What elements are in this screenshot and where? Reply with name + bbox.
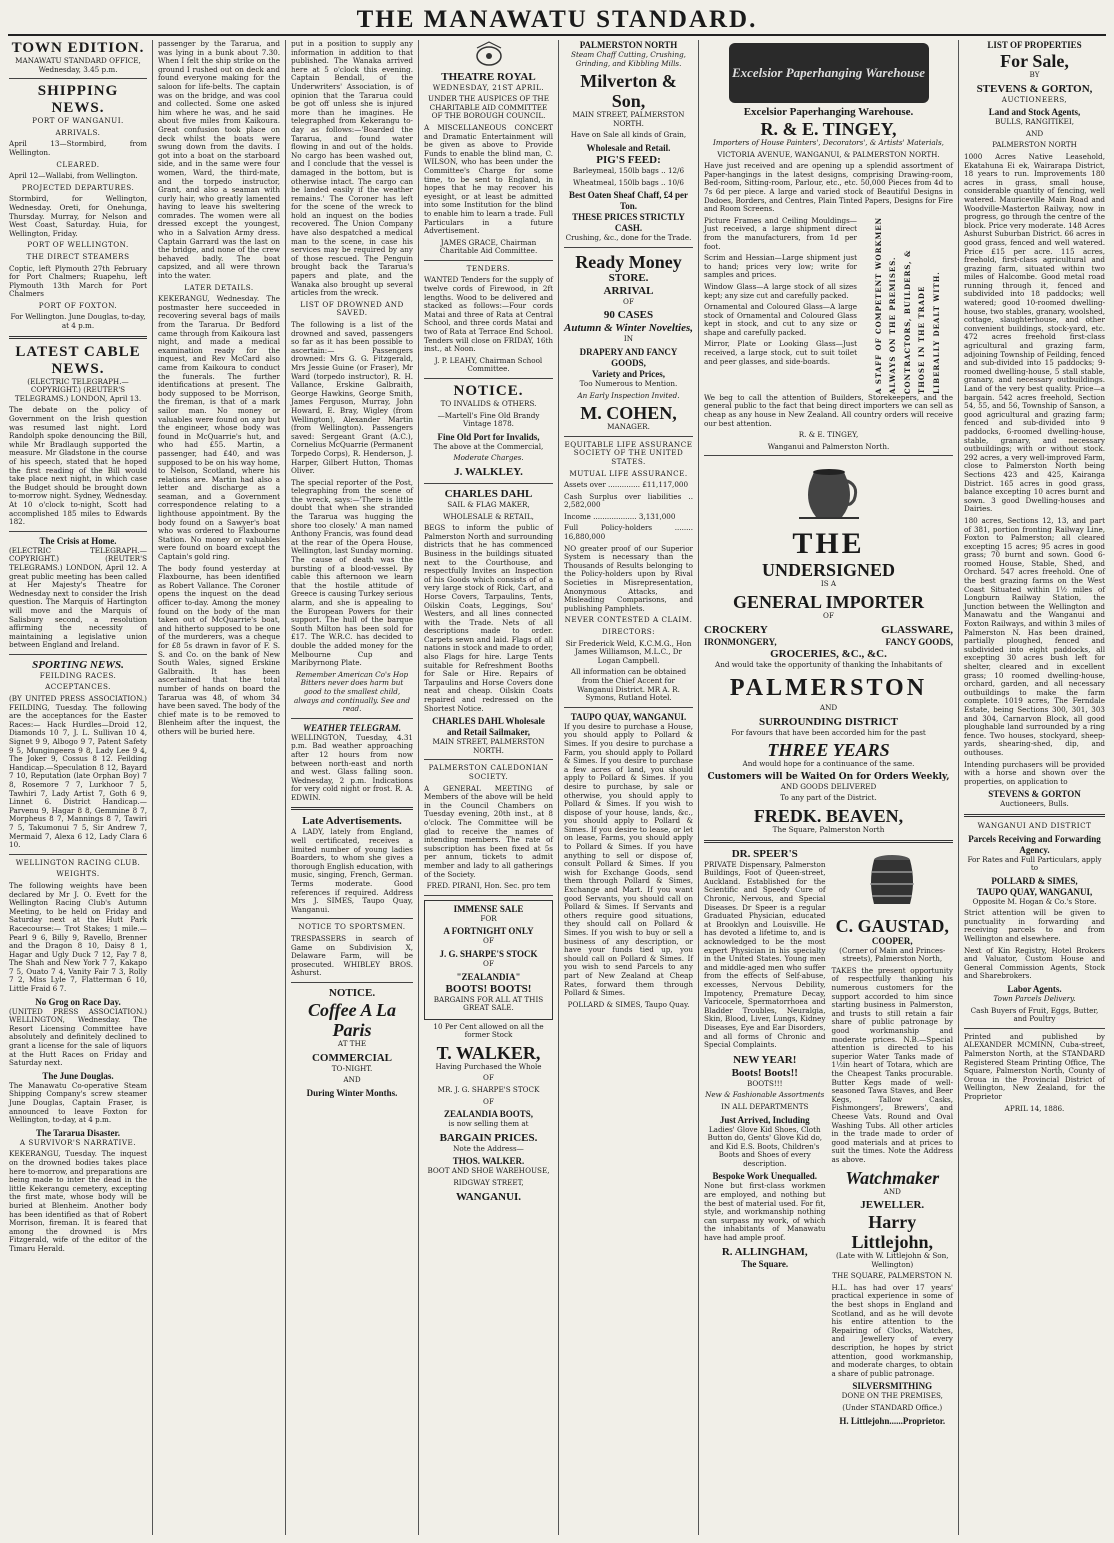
imprint: Printed and published by ALEXANDER MCMINN, Cuba-street, Palmerston North, at the STANDARD Registered Steam Printing Office, The Square, Palmerston North, County of Oroua in the Provincial District of Wellington, New Zealand, for the Proprietor [964, 1031, 1105, 1101]
barrel-icon [862, 852, 922, 912]
scrim: Scrim and Hessian—Large shipment just to hand; prices very low; write for samples and prices. [704, 253, 857, 280]
sail-maker: SAIL & FLAG MAKER, [447, 499, 530, 509]
divider [704, 455, 953, 456]
of3: OF [483, 1073, 494, 1083]
square-pn: THE SQUARE, PALMERSTON N. [832, 1271, 953, 1281]
drapery: DRAPERY AND FANCY GOODS, [579, 346, 678, 368]
town-edition-heading: TOWN EDITION. [11, 40, 145, 56]
fancy-goods: FANCY GOODS, [885, 636, 953, 647]
properties-list: 1000 Acres Native Leasehold, Ekatahuna Ei ek, Wairarapa District, 18 years to run. Improvements 180 acres in grass, small house, considerable quantity of fencing, well watered. Mauriceville Main Road and Woodville-Masterton Railway, now in progress, go through the centre of the block. Price very moderate. 148 Acres Ashurst Suburban District. 66 acres in good grass, fenced and well watered. Price £15 per acre. 115 acres, freehold, first-class agricultural and grazing farm, situated within two miles of Halcombe. Good metal road running through it, fenced and subdivided into 18 paddocks; well watered; good 10-roomed dwelling-house, two stables, granary, woolshed, cottage, slaughterhouse, and other convenient buildings, stock-yard, etc. 472 acres freehold first-class agricultural and grazing farm, adjoining Township of Feilding, fenced and sub-divided into 15 paddocks; 9-roomed dwelling-house, 5 stall stable, granary, and necessary outbuildings. Land of the very best quality. Price—a bargain. 542 acres freehold, Section 54, 55, and 56, Township of Sanson, a good agricultural and grazing farm; fenced and sub-divided into 9 paddocks, 6-roomed dwelling-house, stable, granary, and necessary outbuildings; with or without stock. 292 acres, a very well-improved Farm, close to Palmerston North being Sections 423 and 425, Kairanga District. 165 acres in good grass, balance excepting 10 acres burnt and sown. 3 good Dwelling-houses and Dairies. [964, 151, 1105, 514]
directors-text: Sir Frederick Weld, K.C.M.G., Hon James Williamson, M.L.C., Dr Logan Campbell. [565, 638, 692, 665]
june-douglas-heading: The June Douglas. [42, 1070, 114, 1081]
ready-money: Ready Money [575, 251, 682, 272]
notice-heading: NOTICE. [453, 383, 524, 399]
cash-buyers: Cash Buyers of Fruit, Eggs, Butter, and Poultry [970, 1005, 1099, 1024]
sharpe-sale-box [424, 900, 553, 1020]
column-4 [418, 40, 558, 1535]
pirani-signature: FRED. PIRANI, Hon. Sec. pro tem [426, 881, 551, 891]
assets-line: Assets over .............. £11,117,000 [564, 480, 689, 490]
watchmaker: Watchmaker [845, 1167, 940, 1188]
the: THE [792, 527, 865, 561]
masthead-rule [8, 34, 1106, 36]
column-7 [958, 40, 1110, 1535]
divider [424, 483, 553, 484]
for: FOR [480, 913, 497, 923]
continuance: And would hope for a continuance of the same. [742, 759, 915, 769]
in: IN [623, 334, 634, 344]
divider [704, 840, 953, 843]
divider [564, 707, 693, 708]
directors-heading: DIRECTORS: [601, 627, 656, 636]
cable-news-heading: LATEST CABLE NEWS. [15, 343, 141, 377]
weights-text: The following weights have been declared by Mr J. O. Evett for the Wellington Racing Club's Autumn Meeting, to be held on Friday and Saturday next at the Hutt Park Racecourse:— Trot Stakes; 1 mile.—Pearl 9 6, Billy 9, Ravello, Brenner and the Dragon 8 10, Daisy 8 1, Hagar and Ugly Duck 7 12, Fay 7 8, The Shah and New York 7 7, Kakapo 7 5, Ouato 7 4, Vanity Fair 7 3, Rolly 7 2, Miss Lyle 7, Flatterman 6 10, Little Fraid 6 7. [9, 880, 147, 994]
note-address: Note the Address— [453, 1143, 524, 1153]
store: STORE. [608, 271, 649, 284]
port-wanganui: PORT OF WANGANUI. [32, 116, 124, 126]
ridgway: RIDGWAY STREET, [453, 1178, 524, 1188]
gaustad: C. GAUSTAD, [835, 915, 949, 936]
crisis-heading: The Crisis at Home. [39, 535, 117, 546]
strict-attention: Strict attention will be given to punctuality in forwarding and receiving parcels to and from Wellington and elsewhere. [964, 908, 1105, 944]
agent-text: All information can be obtained from the Chief Accent for Wanganui District. MR A. R. Symons, Rutland Hotel. [570, 667, 687, 703]
policy-line: Full Policy-holders ........ 16,880,000 [564, 523, 693, 542]
speer-heading: DR. SPEER'S [731, 847, 798, 860]
divider [291, 807, 413, 810]
survivor-heading: A SURVIVOR'S NARRATIVE. [19, 1137, 137, 1147]
auctioneers: AUCTIONEERS, [1001, 94, 1068, 104]
coffee-and: AND [343, 1075, 361, 1085]
divider [424, 895, 553, 896]
dahl-text: BEGS to inform the public of Palmerston North and surrounding districts that he has commenced Business in the buildings situated next to the Courthouse, and respectfully Invites an Inspection of his Goods which consists of of a very large stock of Rick, Cart, and Horse Covers, Tarpaulins, Tents, Oilskin Coats, Leggings, Sou' Westers, and all lines connected with the Trade. Nets of all descriptions made to order. Carpets sewn and laid. Flags of all nations in stock and made to order, also Flags for hire. Large Tents suitable for Refreshment Booths for Sale or Hire. Repairs of Tarpaulins and Horse Covers done neat and cheap. Oilskin Coats repaired and redressed on the Shortest Notice. [424, 523, 553, 713]
tenders-text: WANTED Tenders for the supply of twelve cords of Firewood, in 2ft lengths. Wood to be delivered and stacked as follows:—Four cords Matai and three of Rata at Central School, and three cords Matai and two of Rata at Terrace End School. Tenders will close on FRIDAY, 16th inst., at Noon. [424, 275, 553, 354]
crockery-line [704, 624, 953, 637]
pollard: POLLARD & SIMES, [991, 875, 1078, 886]
palmerston: PALMERSTON [729, 675, 928, 702]
flaxbourne-text: The body found yesterday at Flaxbourne, has been identified as Robert Vallance. The Coroner opens the inquest on the dead officer to-day. Among the money found on the body of the man taken out of McQuarrie's boat, and hitherto supposed to be one of the murderers, was a cheque for £8 5s drawn in favor of F. S. S. and Co. on the bank of New South Wales, signed Erskine Galbraith. It has been ascertained that the total number of hands on board the Tararua was 48, of whom 34 have been saved. The body of the chief mate is to be removed to Blenheim after the inquest, the others will be buried here. [158, 563, 280, 736]
speer-text: PRIVATE Dispensary, Palmerston Buildings, Foot of Queen-street, Auckland. Established for the Scientific and Speedy Cure of Chronic, Nervous, and Special Diseases. Dr Speer is a regular Graduated Physician, educated at Brooklyn and Louisville. He has devoted a lifetime to, and is acknowledged to be the most expert Physician in his specialty in the United States. Young men and middle-aged men who suffer from the effects of Self-abuse, excesses, Nervous Debility, Impotency, Premature Decay, Varicocele, Spermatorrhoea and Bladder Troubles, Neuralgia, Skin, Blood, Liver, Lungs, Kidney Diseases, Eye and Ear Disorders, and all forms of Chronic and Special Complaints. [704, 859, 826, 1050]
pigs-feed: PIG'S FEED: [596, 153, 661, 166]
glassware: GLASSWARE, [881, 623, 953, 636]
customers: Customers will be Waited On for Orders Weekly, [707, 771, 950, 782]
gaustad-text: TAKES the present opportunity of respectfully thanking his numerous customers for the support accorded to him since starting business in Palmerston, and trusts to still retain a fair share of public patronage by good workmanship and moderate prices. N.B.—Special attention is directed to his superior Water Tanks made of 1½in heart of Totara, which are the Cheapest Tanks procurable. Butter Kegs made of well-seasoned Tawa Staves, and Beer Kegs, Tallow Casks, Fishmongers', Brewers', and Cheese Vats. Round and Oval Washing Tubs. All other articles in the trade made to order of good materials and at prices to suit the times. Note the Address as above. [831, 965, 953, 1164]
leahy-signature: J. P. LEAHY, Chairman School Committee. [434, 355, 543, 374]
mirror-glass: Mirror, Plate or Looking Glass—Just received, a large stock, cut to suit toilet and peer glasses, and side-boards. [704, 339, 857, 366]
wreck-report: put in a position to supply any information in addition to that published. The Wanaka arrived here at 5 o'clock this evening. Captain Bendall, of the Underwriters' Association, is of opinion that the Tararua could be got off unless she is injured more than he imagines. He telegraphed from Kekerangu to-day as follows:—'Boarded the Tararua, and found water flowing in and out of the holds. No cargo has been washed out, and I conclude that the vessel is damaged in the bottom, but is otherwise intact. The cargo can be landed easily if the weather remains.' The Coroner has left for the scene of the wreck to hold an inquest on the bodies recovered. The Union Company have also despatched a medical man to the scene, in case his services may be required by any of those rescued. The Penguin brought back the Tararua's papers and plate, and the Wanaka also brought up several articles from the wreck. [291, 40, 413, 298]
tingey-signature: R. & E. TINGEY, [798, 430, 859, 440]
late-ads-heading: Late Advertisements. [302, 815, 402, 828]
royal-crest-icon [424, 40, 553, 71]
tingey-details [704, 217, 953, 394]
coffee-notice: NOTICE. [328, 986, 376, 999]
vertical-premises: ALWAYS ON THE PREMISES. [888, 256, 898, 394]
surplus-line: Cash Surplus over liabilities .. 2,582,000 [564, 491, 693, 510]
of: OF [823, 610, 834, 620]
opportunity: And would take the opportunity of thanking the Inhabitants of [715, 659, 942, 669]
divider [424, 260, 553, 261]
littlejohn-late: (Late with W. Littlejohn & Son, Wellington) [835, 1251, 949, 1269]
port-wellington: PORT OF WELLINGTON. [27, 240, 129, 250]
divider [291, 982, 413, 983]
of: OF [483, 936, 494, 946]
coffee-title: Coffee A La Paris [308, 999, 396, 1040]
early-inspection: An Early Inspection Invited. [577, 390, 680, 400]
land-stock-agents: Land and Stock Agents, [988, 107, 1081, 118]
weights-heading: WEIGHTS. [56, 869, 100, 879]
dahl-heading: CHARLES DAHL [444, 487, 533, 500]
dahl-address: MAIN STREET, PALMERSTON NORTH. [432, 737, 545, 755]
weather-text: WELLINGTON, Tuesday, 4.31 p.m. Bad weather approaching after 12 hours from now between north-east and north and west. Glass falling soon. Wednesday, 2 p.m. Indications for very cold night or frost. R. A. EDWIN. [291, 732, 413, 802]
too-numerous: Too Numerous to Mention. [579, 378, 678, 388]
tingey-address: Wanganui and Palmerston North. [767, 441, 890, 451]
parcels: Parcels Receiving and Forwarding Agency. [968, 833, 1101, 855]
column-1 [4, 40, 152, 1535]
projected-text: Stormbird, for Wellington, Wednesday. Oreti, for Onehunga, Thursday. Murray, for Nelson and West Coast, Saturday. Huia, for Wellington, Friday. [9, 194, 147, 238]
caledonian-heading: PALMERSTON CALEDONIAN SOCIETY. [428, 763, 549, 781]
new-fashion: New & Fashionable Assortments [705, 1090, 825, 1100]
thos-walker: THOS. WALKER. [452, 1156, 525, 1167]
income-line: Income ................... 3,131,000 [564, 511, 676, 521]
divider [564, 436, 693, 437]
parcels-heading: WANGANUI AND DISTRICT [977, 820, 1092, 830]
littlejohn: Harry Littlejohn, [851, 1212, 933, 1253]
variety: Variety and Prices, [592, 368, 665, 379]
rates: For Rates and Full Particulars, apply to [967, 854, 1102, 873]
taupo-quay: TAUPO QUAY, WANGANUI, [976, 886, 1093, 897]
dahl-signature: CHARLES DAHL Wholesale and Retail Sailmaker, [432, 716, 545, 738]
wholesale-and-retail: Wholesale and Retail. [586, 142, 671, 153]
divider [291, 718, 413, 719]
fine-port: Fine Old Port for Invalids, [437, 431, 540, 442]
divider [424, 759, 553, 760]
autumn-winter: Autumn & Winter Novelties, [564, 322, 693, 335]
stevens-gorton: STEVENS & GORTON, [976, 82, 1093, 95]
tingey-heading: R. & E. TINGEY, [760, 119, 897, 139]
immense-sale: IMMENSE SALE [453, 903, 524, 914]
just-arrived: Just Arrived, Including [719, 1114, 810, 1125]
goods-delivered: AND GOODS DELIVERED [780, 781, 877, 791]
direct-steamers-heading: THE DIRECT STEAMERS [26, 251, 130, 261]
winter-months: During Winter Months. [306, 1087, 398, 1098]
hop-bitters-note: Remember American Co's Hop Bitters never does harm but good to the smallest child, always and continually. See and read. [293, 669, 411, 714]
divider [964, 814, 1105, 817]
column-6 [698, 40, 958, 1535]
grog-heading: No Grog on Race Day. [35, 996, 121, 1007]
crushing: Crushing, &c., done for the Trade. [565, 233, 692, 243]
column-3 [285, 40, 418, 1535]
zealandia-boots: ZEALANDIA BOOTS, [443, 1109, 534, 1120]
divider [964, 1028, 1105, 1029]
window-glass: Window Glass—A large stock of all sizes kept; any size cut and carefully packed. [704, 281, 857, 300]
for-sale: For Sale, [1000, 51, 1069, 71]
sportsmen-heading: NOTICE TO SPORTSMEN. [298, 922, 406, 932]
zealandia: "ZEALANDIA" [456, 971, 521, 982]
cleared-heading: CLEARED. [56, 159, 100, 169]
cable-subheading: (ELECTRIC TELEGRAPH.—COPYRIGHT.) (REUTER'S TELEGRAMS.) LONDON, April 13. [14, 376, 142, 403]
have-sale: Have on Sale all kinds of Grain, [570, 130, 687, 140]
cases: 90 CASES [603, 309, 654, 322]
tararua-heading: The Tararua Disaster. [36, 1127, 120, 1138]
coffee-at: AT THE [337, 1038, 367, 1048]
crisis-text: (ELECTRIC TELEGRAPH.—COPYRIGHT.) (REUTER'S TELEGRAMS.) LONDON, April 12. A great public meeting has been called at Her Majesty's Theatre for Wednesday next to consider the Irish question. The Marquis of Hartington will move and the Marquis of Salisbury second, a resolution affirming the necessity of maintaining a legislative union between England and Ireland. [9, 545, 147, 650]
jeweller: JEWELLER. [860, 1199, 925, 1212]
equitable-text: NO greater proof of our Superior System is necessary than the Thousands of Results belonging to the Policy-holders upon by Rival Societies in Misrepresentation, Anonymous Attacks, and Misleading Comparisons, and publishing Pamphlets. [564, 543, 693, 613]
pollard-signature: POLLARD & SIMES, Taupo Quay. [567, 999, 690, 1009]
divider [564, 247, 693, 248]
fortnight: A FORTNIGHT ONLY [443, 926, 534, 937]
moderate-charges: Moderate Charges. [453, 453, 524, 463]
bespoke-text: None but first-class workmen are employed, and nothing but the best of material used. For fit, style, and workmanship nothing can surpass my work, of which the inhabitants of Manawatu have had ample proof. [704, 1181, 826, 1243]
invalids: TO INVALIDS & OTHERS. [440, 399, 537, 408]
imprint-date: APRIL 14, 1886. [1004, 1103, 1065, 1113]
new-year: NEW YEAR! [733, 1053, 797, 1066]
acceptances-text: (BY UNITED PRESS ASSOCIATION.) FEILDING, Tuesday. The following are the acceptances for the Easter Races:— Hack Hurdles—Droid 12, Diamonds 10 7, J. L. Sullivan 10 4, Signet 9 9, Albogo 9 7, Patent Safety 9 5, Mungingeera 9 8, Lady Lee 9 4, The Joker 9, Cossus 8 12. Feilding Handicap.—Speculation 8 12, Bayard 7 10, Reputation (late Orphan Boy) 7 8, Rosemore 7 7, Lurkhoor 7 5, Tawhiri 7, Lady Artist 7, Goth 6 9, Linnet 6. District Handicap.—Parvenu 9, Hagar 8 8, Gemmine 8 7, Morpheus 8 7, Mannings 8 7, Tawiri 7 5, Takumonui 7 5, Sir Andrew 7, Mermaid 7, Alexa 6 12, Lady Clara 6 10. [9, 694, 147, 850]
town-parcels: Town Parcels Delivery. [993, 994, 1076, 1004]
general-news: The special reporter of the Post, telegraphing from the scene of the wreck, says:—'There is little doubt that when she stranded the Tararua was hugging the shore too closely.' A man named Anthony Francis, was found dead at the rear of the Opera House, Wellington, last Sunday morning. The cause of death was the bursting of a blood-vessel. By cable this afternoon we learn that the hostile attitude of Greece is causing Turkey serious alarm, and she is appealing to the European Powers for their support. The hull of the barque South Milton has been sold for £17. The W.R.C. has decided to double the added money for the Melbourne Cup and Maribyrnong Plate. [291, 477, 413, 668]
above-commercial: The above at the Commercial, [433, 441, 544, 451]
june-douglas-text: The Manawatu Co-operative Steam Shipping Company's screw steamer June Douglas, Captain Fraser, is announced to leave Foxton for Wellington, to-day, at 4 p.m. [9, 1080, 147, 1125]
and: AND [1025, 128, 1044, 138]
banner-text: Excelsior Paperhanging Warehouse [731, 64, 926, 80]
proprietor: H. Littlejohn......Proprietor. [839, 1415, 946, 1426]
walkley: J. WALKLEY. [454, 465, 523, 478]
shipping-heading: SHIPPING NEWS. [37, 83, 119, 117]
auct-bulls: Auctioneers, Bulls. [1000, 799, 1069, 809]
sharpe-stock: J. G. SHARPE'S STOCK [439, 948, 538, 959]
cleared-text: April 12—Wallabi, from Wellington. [9, 171, 138, 181]
attention-text: We beg to call the attention of Builders, Storekeepers, and the general public to the fact that being direct importers we can sell as cheap as any house in New Zealand. All country orders will receive our best attention. [704, 392, 953, 428]
per-cent: 10 Per Cent allowed on all the former Stock [433, 1021, 544, 1040]
masthead: THE MANAWATU STANDARD. [356, 6, 758, 33]
arrivals-text: April 13—Stormbird, from Wellington. [9, 139, 147, 157]
vertical-staff: A STAFF OF COMPETENT WORKMEN [873, 216, 883, 394]
boots-sub: BOOTS!!! [746, 1078, 783, 1088]
vertical-liberal: LIBERALLY DEALT WITH. [931, 271, 941, 394]
gaustad-corner: (Corner of Main and Princes-streets), Palmerston North, [839, 945, 946, 964]
bargains: BARGAINS FOR ALL AT THIS GREAT SALE. [433, 994, 544, 1013]
warehouse-heading: Excelsior Paperhanging Warehouse. [743, 106, 914, 118]
and-amp: AND [883, 1186, 901, 1196]
boot-list: Ladies' Glove Kid Shoes, Cloth Button do, Gents' Glove Kid do, and Kid E.S. Boots, Children's Boots and Shoes of every description. [707, 1124, 823, 1168]
ironmongery: IRONMONGERY, [704, 636, 777, 647]
any-part: To any part of the District. [780, 793, 877, 803]
crockery: CROCKERY [704, 623, 768, 636]
boots-boots: BOOTS! BOOTS! [445, 982, 532, 995]
twalker: T. WALKER, [436, 1042, 541, 1063]
littlejohn-text: H.L. has had over 17 years' practical experience in some of the best shops in England and Scotland, and as he will devote his entire attention to the Repairing of Clocks, Watches, and Jewellery of every description, he hopes by strict attention, good workmanship, and moderate charges, to obtain a share of public patronage. [831, 1282, 953, 1378]
divider [9, 854, 147, 855]
tenders-heading: TENDERS. [466, 263, 511, 273]
direct-steamers-text: Coptic, left Plymouth 27th February for Port Chalmers; Ruapehu, left Plymouth 13th March for Port Chalmers [9, 263, 147, 299]
wheatmeal: Wheatmeal, 150lb bags .. 10/6 [572, 177, 685, 187]
undersigned: UNDERSIGNED [761, 560, 896, 581]
selling: is now selling them at [448, 1119, 529, 1129]
all-departments: IN ALL DEPARTMENTS [720, 1101, 809, 1111]
equitable-heading: EQUITABLE LIFE ASSURANCE SOCIETY OF THE UNITED STATES. [564, 439, 693, 466]
palmerston-north: PALMERSTON NORTH [579, 40, 678, 50]
acceptances-heading: ACCEPTANCES. [45, 682, 111, 692]
never-contested: NEVER CONTESTED A CLAIM. [564, 615, 693, 625]
weather-heading: WEATHER TELEGRAM. [302, 722, 402, 733]
bargain-prices: BARGAIN PRICES. [439, 1131, 538, 1144]
beaven-address: The Square, Palmerston North [772, 825, 885, 835]
foxton-text: For Wellington. June Douglas, to-day, at 4 p.m. [10, 312, 146, 331]
divider [291, 918, 413, 919]
manager: MANAGER. [607, 422, 650, 432]
drowned-list: The following is a list of the drowned and saved, passengers so far as it has been possible to ascertain:— Passengers drowned: Mrs G. G. Fitzgerald, Mrs Jessie Guine (or Fraser), Mr Ward (torpedo instructor), R. H. Vallance, Erskine Galbraith, George Hawkins, George Smith, James Ferguson, Murray, John Howard, E. Bray, Wigley (from Wellington), Alexander Martin (from Wellington). Passengers saved: Sergeant Grant (A.C.), Cornelius McQuarrie (Permanent Torpedo Corps), R. Henderson, J. Harper, Gilbert Hutton, Thomas Oliver. [291, 320, 413, 476]
vertical-contractors: CONTRACTORS, BUILDERS, & [902, 249, 912, 394]
barleymeal: Barleymeal, 150lb bags .. 12/6 [572, 165, 685, 175]
general-importer: GENERAL IMPORTER [733, 591, 924, 612]
cooper: COOPER, [871, 935, 913, 946]
divider [9, 654, 147, 655]
oaten-chaff: Best Oaten Sheaf Chaff, £4 per Ton. [569, 190, 688, 212]
bulls: BULLS, RANGITIKEI, [995, 117, 1074, 127]
lower-ads [704, 848, 953, 1427]
milverton-address: MAIN STREET, PALMERSTON NORTH. [572, 110, 685, 128]
palmerston-north: PALMERSTON NORTH [992, 140, 1077, 150]
paperhanging-banner-logo [729, 43, 929, 103]
tonight: TO-NIGHT. [331, 1063, 373, 1073]
racing-club-heading: WELLINGTON RACING CLUB. [15, 857, 141, 867]
grace-signature: JAMES GRACE, Chairman Charitable Aid Committee. [439, 237, 538, 256]
cable-text: The debate on the policy of Government on the Irish question was resumed last night. Lord Randolph spoke denouncing the Bill, while Mr Bradlaugh supported the measure. Mr Gladstone in the course of his speech, stated that he hoped the first reading of the Bill would take place next night, in which case the Budget should be brought down to-morrow night. Sydney, Wednesday. At 10 o'clock to-night, Scott had accomplished 185 miles to Edwards 182. [9, 405, 147, 527]
later-details-heading: LATER DETAILS. [184, 282, 254, 292]
cohen: M. COHEN, [580, 403, 677, 424]
of2: OF [483, 958, 494, 968]
theatre-date: WEDNESDAY, 21ST APRIL. [432, 82, 545, 92]
wholesale-retail: WHOLESALE & RETAIL, [443, 511, 534, 521]
ironmongery-line [704, 637, 953, 648]
stevens-gorton-2: STEVENS & GORTON [988, 789, 1081, 800]
theatre-heading: THEATRE ROYAL [441, 70, 536, 83]
taupo-text: If you desire to purchase a House, you should apply to Pollard & Simes. If you desire to purchase a Farm, you should apply to Pollard & Simes. If you desire to purchase a few acres of land, you should apply to Pollard & Simes. If you desire to purchase, by sale or otherwise, you should apply to Pollard & Simes. If you wish to dispose of your house, lands, &c., you should apply to Pollard & Simes. If you desire to lease, or let on lease, Farms, you should apply to Pollard & Simes. If you have anything to sell or dispose of, consult Pollard & Simes. If you wish for Exchange Goods, send them through Pollard & Simes, Exchange and Mart. If you want good Servants, you should call on Pollard & Simes. If Servants and others require good situations, they should call on Pollard & Simes. If you wish to buy or sell a business of any description, or have your funds tied up, you should call on Pollard & Simes. If you wish to send Parcels to any part of New Zealand at Cheap Rates, forward them through Pollard & Simes. [564, 721, 693, 998]
milverton: Milverton & Son, [580, 71, 677, 112]
surrounding-district: SURROUNDING DISTRICT [758, 715, 899, 728]
next-of-kin: Next of Kin Registry, Hotel Brokers and Valuator, Custom House and General Commission Agents, Stock and Sharebrokers. [964, 945, 1105, 981]
arrival-of: OF [623, 296, 634, 306]
grog-text: (UNITED PRESS ASSOCIATION.) WELLINGTON, Wednesday. The Resort Licensing Committee have absolutely and definitely declined to grant a license for the sale of liquors at the Hutt Races on Friday and Saturday next. [9, 1006, 147, 1068]
three-years: THREE YEARS [767, 740, 890, 761]
favours: For favours that have been accorded him for the past [731, 727, 926, 737]
bespoke: Bespoke Work Unequalled. [712, 1171, 818, 1182]
sporting-heading: SPORTING NEWS. [32, 658, 124, 671]
caledonian-text: A GENERAL MEETING of Members of the above will be held in the Council Chambers on Tuesday evening, 20th inst., at 8 o'clock. The Committee will be glad to receive the names of intending members. The rate of subscription has been fixed at 5s per annum, tickets to admit member and lady to all gatherings of the Society. [424, 783, 553, 879]
drowned-heading: LIST OF DROWNED AND SAVED. [300, 299, 404, 318]
labor-agents: Labor Agents. [1007, 984, 1062, 995]
ornamental-glass: Ornamental and Coloured Glass—A large stock of Ornamental and Coloured Glass kept in stock, and cut to any size or shape and carefully packed. [704, 302, 857, 337]
beaven: FREDK. BEAVEN, [753, 806, 904, 827]
auspices: UNDER THE AUSPICES OF THE CHARITABLE AID COMMITTEE OF THE BOROUGH COUNCIL. [428, 94, 549, 121]
mutual-heading: MUTUAL LIFE ASSURANCE. [569, 468, 688, 478]
premises: DONE ON THE PREMISES, [841, 1391, 943, 1401]
divider [9, 78, 147, 79]
intending: Intending purchasers will be provided with a horse and shown over the properties, on application to [964, 759, 1105, 786]
survivor-text: KEKERANGU, Tuesday. The inquest on the drowned bodies takes place here to-morrow, and preparations are being made to inter the dead in the little Kekerangu cemetery, excepting the first mate, whose body will be buried at Blenheim. Another body has been identified as that of Robert Morrison, fireman. It is feared that among the drowned is Mrs Fitzgerald, wife of the editor of the Timaru Herald. [9, 1149, 147, 1253]
list-heading: LIST OF PROPERTIES [987, 40, 1082, 50]
edition-note: MANAWATU STANDARD OFFICE, Wednesday, 3.45 p.m. [15, 56, 141, 74]
martell: —Martell's Fine Old Brandy Vintage 1878. [437, 410, 540, 429]
victoria-avenue: VICTORIA AVENUE, WANGANUI, & PALMERSTON NORTH. [717, 149, 940, 159]
mr-sharpe: MR. J. G. SHARPE'S STOCK [437, 1085, 540, 1095]
taupo-heading: TAUPO QUAY, WANGANUI. [570, 711, 687, 722]
tararua-narrative: passenger by the Tararua, and was lying in a bunk about 7.30. When I felt the ship strike on the ground I rushed out on deck and found everyone making for the saloon for life-belts. The captain was on the bridge, and was cool and collected. Some one asked him where he was, and he said about five miles from Kaikoura. Great confusion took place on deck whilst the boats were swung down from the davits. I got into a boat on the starboard side, and in the same were four women, Ward, the third-mate, and the torpedo instructor, Grant, and also a seaman with curly hair, who greatly lamented having to leave his sweltering comrades. The women were all dressed except the youngest, who in a Salvation Army dress. Captain Garrard was the last on the bridge, and none of the crew behaved badly. The boat capsized, and all were thrown into the water. [158, 40, 280, 281]
divider [9, 531, 147, 532]
properties-list-2: 180 acres, Sections 12, 13, and part of 381, portion fronting Railway Line, Foxton to Palmerston; all cleared excepting 15 acres; 95 acres in good grass; 70 burnt and sown. Good 6-roomed House, Stable, Shed, and Orchard. 547 acres freehold. One of the best grazing farms on the West Coast Situated within 1½ miles of Longburn Railway Station, the Junction between the Wellington and Manawatu and the Wanganui and Foxton Railways, and within 3 miles of Palmerston N. Has been drained, partially ploughed, fenced and subdivided into eight paddocks, all excepting 30 acres bush left for shelter, cleared and in excellent grass; 10 roomed dwelling-house, orchard, garden, and all necessary outbuildings to make the farm complete. 1019 acres, The Ferndale Estate, being Sections 300, 301, 303 and 304, Carnarvon Block, all good ploughable land surrounded by a ring fence. Two houses, stockyard, sheep-yards, shearing-shed, dip, and outhouses. [964, 515, 1105, 757]
arrival: ARRIVAL [603, 284, 654, 297]
divider [424, 378, 553, 379]
silversmithing: SILVERSMITHING [852, 1381, 933, 1392]
tingey-text: Have just received and are opening up a splendid assortment of Paper-hangings in the latest designs, comprising Drawing-room, Bed-room, Sitting-room, Parlour, etc., etc. 50,000 Pieces from 4d to 7s 6d per piece. A large and varied stock of Beautiful Designs in Dadoes, Borders, and Centres, Plain Tinted Papers, Designs for Fire and Room Screens. [704, 161, 953, 214]
wanganui: WANGANUI. [455, 1190, 522, 1203]
column-2 [152, 40, 285, 1535]
vertical-trade: THOSE IN THE TRADE [917, 285, 927, 394]
under-office: (Under STANDARD Office.) [842, 1403, 943, 1413]
groceries: GROCERIES, &C., &C. [770, 647, 887, 660]
commercial-hotel: COMMERCIAL [311, 1051, 393, 1064]
vertical-notes [863, 217, 953, 394]
later-details-text: KEKERANGU, Wednesday. The postmaster here succeeded in recovering several bags of mails from the Tararua. Dr Bedford came through from Kaikoura last night, and made a medical examination ready for the inquest, and Rev McCard also came from Kaikoura to conduct the funerals. The further identifications at present. The body supposed to be Morrison, the fireman, is that of a mark sailor man. No money or valuables were found on any but the engineer, whose body was found in McQuarrie's hut, and who had £55. Martin, a passenger, had £40, and was supposed to be on his way home, to Nelson, Scotland, where his relations are. Martin had also a letter and discharge as a seaman, and a Government correspondence relating to a lighthouse appointment. By the body found on a Sawyer's boat who was ordered to Flaxbourne Station. No money or valuables were found on board except the Captain's gold ring. [158, 294, 280, 562]
cash-prices: THESE PRICES STRICTLY CASH. [572, 212, 685, 234]
column-5 [558, 40, 698, 1535]
allingham: R. ALLINGHAM, [721, 1245, 808, 1258]
concert-text: A MISCELLANEOUS CONCERT and Dramatic Entertainment will be given as above to Provide Funds to enable the blind man, C. WILSON, who has been under the Committee's Charge for some time, to be sent to England, in hopes that he may recover his eyesight, or at least be admitted into some Institution for the blind to enable him to learn a trade. Full Particulars in a future Advertisement. [424, 122, 553, 236]
feilding-races: FEILDING RACES. [39, 670, 117, 680]
having: Having Purchased the Whole [435, 1061, 542, 1071]
importers: Importers of House Painters', Decorators', & Artists' Materials, [713, 138, 944, 147]
picture-frames: Picture Frames and Ceiling Mouldings—Just received, a large shipment direct from the manufacturers, from 1d per foot. [704, 215, 857, 251]
opposite: Opposite M. Hogan & Co.'s Store. [972, 896, 1097, 906]
sportsmen-text: TRESPASSERS in search of Game on Subdivision X, Delaware Farm, will be prosecuted. WHIBLEY BROS. Ashurst. [291, 934, 413, 978]
divider [9, 336, 147, 339]
projected-heading: PROJECTED DEPARTURES. [21, 182, 135, 192]
steam-mills: Steam Chaff Cutting, Crushing, Grinding, and Kibbling Mills. [571, 50, 686, 68]
and: AND [819, 703, 838, 713]
port-foxton: PORT OF FOXTON. [38, 300, 118, 310]
arrivals-heading: ARRIVALS. [55, 127, 101, 137]
jug-icon [794, 462, 864, 522]
is-a: IS A [820, 579, 837, 589]
by: BY [1029, 70, 1040, 79]
boot-shoe: BOOT AND SHOE WAREHOUSE, [427, 1166, 550, 1176]
lady-ad: A LADY, lately from England, well certificated, receives a limited number of young ladies Boarders, to whom she gives a thorough English education, with music, singing, French, German. Terms moderate. Good references if required. Address Mrs J. SIMES, Taupo Quay, Wanganui. [291, 827, 413, 914]
of4: OF [483, 1096, 494, 1106]
allingham-square: The Square. [741, 1258, 789, 1269]
boots-heading: Boots! Boots!! [731, 1066, 798, 1079]
